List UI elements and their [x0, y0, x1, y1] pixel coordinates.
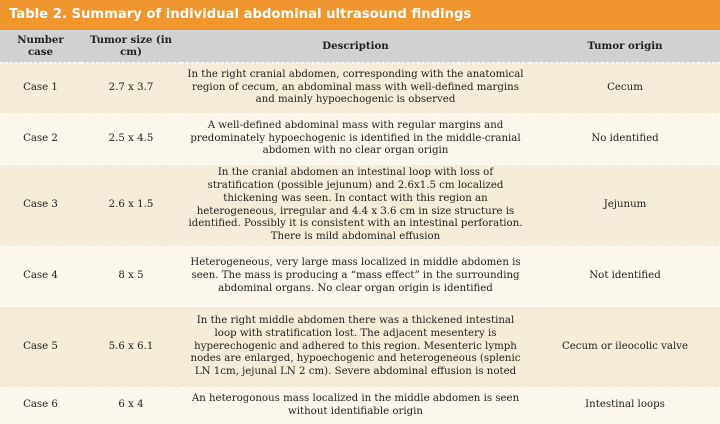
- case-cell: Case 2: [0, 114, 81, 165]
- header-tumor-origin: Tumor origin: [530, 30, 720, 63]
- description-cell: In the right cranial abdomen, corresponding with the anatomical region of cecum, an abdominal mass with well-defined margins and mainly hypoechogenic is observed: [181, 63, 530, 114]
- table-row: [0, 114, 720, 165]
- table-row: [0, 165, 720, 247]
- table-title: Table 2. Summary of individual abdominal ultrasound findings: [0, 0, 720, 30]
- case-cell: Case 6: [0, 388, 81, 424]
- description-cell: A well-defined abdominal mass with regular margins and predominately hypoechogenic is identified in the middle-cranial abdomen with no clear organ origin: [181, 114, 530, 165]
- case-cell: Case 3: [0, 165, 81, 247]
- case-cell: Case 5: [0, 307, 81, 388]
- size-cell: 2.6 x 1.5: [81, 165, 181, 247]
- table-row: [0, 307, 720, 388]
- header-row: [0, 30, 720, 63]
- header-tumor-size: Tumor size (in cm): [81, 30, 181, 63]
- size-cell: 6 x 4: [81, 388, 181, 424]
- description-cell: In the right middle abdomen there was a thickened intestinal loop with stratification lost. The adjacent mesentery is hyperechogenic and adhered to this region. Mesenteric lymph nodes are enlarged, hypoechogenic and heterogeneous (splenic LN 1cm, jejunal LN 2 cm). Severe abdominal effusion is noted: [181, 307, 530, 388]
- case-cell: Case 4: [0, 247, 81, 307]
- table-row: [0, 247, 720, 307]
- table-row: [0, 388, 720, 424]
- origin-cell: Jejunum: [530, 165, 720, 247]
- origin-cell: Not identified: [530, 247, 720, 307]
- header-description: Description: [181, 30, 530, 63]
- header-number-case: Number case: [0, 30, 81, 63]
- description-cell: In the cranial abdomen an intestinal loop with loss of stratification (possible jejunum) and 2.6x1.5 cm localized thickening was seen. In contact with this region an heterogeneous, irregular and 4.4 x 3.6 cm in size structure is identified. Possibly it is consistent with an intestinal perforation. There is mild abdominal effusion: [181, 165, 530, 247]
- origin-cell: Cecum: [530, 63, 720, 114]
- size-cell: 8 x 5: [81, 247, 181, 307]
- origin-cell: No identified: [530, 114, 720, 165]
- size-cell: 5.6 x 6.1: [81, 307, 181, 388]
- table-row: [0, 63, 720, 114]
- case-cell: Case 1: [0, 63, 81, 114]
- origin-cell: Intestinal loops: [530, 388, 720, 424]
- size-cell: 2.7 x 3.7: [81, 63, 181, 114]
- description-cell: An heterogonous mass localized in the middle abdomen is seen without identifiable origin: [181, 388, 530, 424]
- description-cell: Heterogeneous, very large mass localized in middle abdomen is seen. The mass is producing a “mass effect” in the surrounding abdominal organs. No clear organ origin is identified: [181, 247, 530, 307]
- size-cell: 2.5 x 4.5: [81, 114, 181, 165]
- findings-table: [0, 30, 720, 424]
- origin-cell: Cecum or ileocolic valve: [530, 307, 720, 388]
